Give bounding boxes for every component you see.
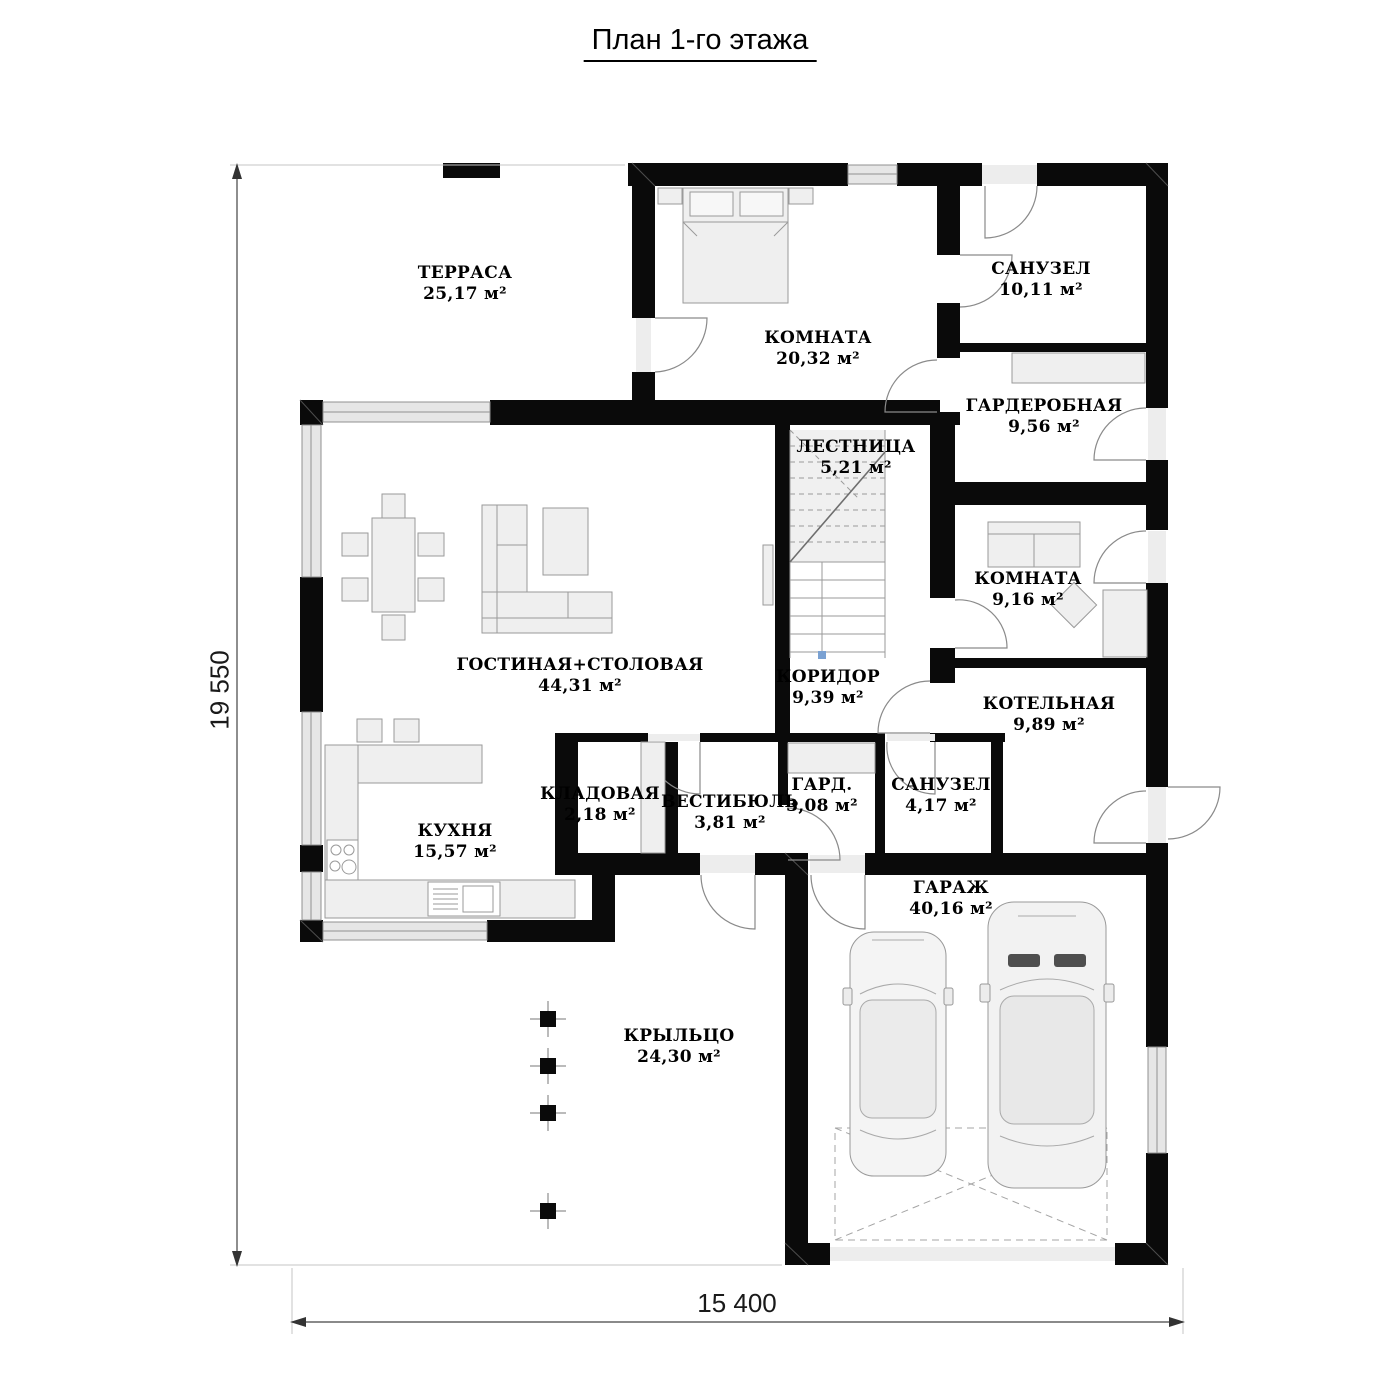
room-name: ТЕРРАСА (417, 263, 513, 283)
room-area: 9,56 м² (1008, 417, 1080, 437)
room-name: ГОСТИНАЯ+СТОЛОВАЯ (456, 655, 704, 675)
porch-columns (530, 1001, 566, 1229)
page-title: План 1-го этажа (584, 24, 817, 62)
room-label-boiler (983, 694, 1116, 736)
room-label-porch (623, 1026, 734, 1068)
sofa-set (482, 505, 612, 633)
door-garage-inner (811, 875, 865, 929)
room-label-stairs (797, 437, 916, 479)
room-name: САНУЗЕЛ (991, 259, 1091, 279)
door-entrance (701, 875, 755, 929)
room-name: КОМНАТА (764, 328, 872, 348)
closet-shelf (788, 743, 875, 773)
room-label-wardrobe (966, 396, 1123, 438)
room-name: КОРИДОР (776, 667, 880, 687)
dimension-height-label: 19 550 (204, 650, 235, 730)
room-label-bathroom-small (891, 775, 991, 817)
dimension-width-label: 15 400 (697, 1288, 777, 1318)
room-name: ВЕСТИБЮЛЬ (661, 792, 799, 812)
room-area: 9,16 м² (992, 590, 1064, 610)
room-area: 24,30 м² (637, 1047, 721, 1067)
room-name: КОТЕЛЬНАЯ (982, 694, 1116, 714)
room-area: 15,57 м² (413, 842, 497, 862)
door-bedroom-terrace (655, 318, 707, 372)
room-name: ГАРД. (791, 775, 853, 795)
dining-set (342, 494, 444, 640)
room-label-room-small (974, 569, 1082, 611)
room-area: 2,18 м² (564, 805, 636, 825)
room-label-bathroom-big (991, 259, 1091, 301)
room-area: 25,17 м² (423, 284, 507, 304)
room-label-terrace (418, 263, 513, 305)
room-name: САНУЗЕЛ (891, 775, 991, 795)
tv-unit (763, 545, 773, 605)
room-label-storage (540, 784, 660, 826)
room-label-garage (909, 878, 993, 920)
room-area: 4,17 м² (905, 796, 977, 816)
room-name: ГАРДЕРОБНАЯ (965, 396, 1123, 416)
room-name: ГАРАЖ (912, 878, 990, 898)
room-label-living-dining (456, 655, 703, 697)
room-name: ЛЕСТНИЦА (796, 437, 916, 457)
room-area: 3,81 м² (694, 813, 766, 833)
room-area: 5,21 м² (820, 458, 892, 478)
room-label-closet (786, 775, 858, 817)
room-label-kitchen (413, 821, 497, 863)
car-left (843, 932, 953, 1176)
wardrobe-shelf (1012, 353, 1145, 383)
door-boiler (878, 681, 930, 733)
room-area: 9,39 м² (792, 688, 864, 708)
room-area: 10,11 м² (999, 280, 1083, 300)
stairs-start-dot (818, 651, 826, 659)
room-area: 40,16 м² (909, 899, 993, 919)
room-name: КРЫЛЬЦО (623, 1026, 735, 1046)
room-area: 44,31 м² (538, 676, 622, 696)
room-name: КЛАДОВАЯ (540, 784, 660, 804)
bed (658, 188, 813, 303)
room-area: 3,08 м² (786, 796, 858, 816)
room-label-vestibule (661, 792, 799, 834)
door-room-small-ext (1094, 531, 1146, 583)
room-name: КОМНАТА (974, 569, 1082, 589)
car-right (980, 902, 1114, 1188)
door-bathroom-top (985, 186, 1037, 238)
door-side-in (1094, 791, 1146, 843)
room-name: КУХНЯ (417, 821, 493, 841)
room-label-bedroom (764, 328, 872, 370)
kitchen-furniture (325, 719, 575, 918)
room-label-corridor (776, 667, 880, 709)
room-area: 20,32 м² (776, 349, 860, 369)
door-side-out (1168, 787, 1220, 839)
room-area: 9,89 м² (1013, 715, 1085, 735)
